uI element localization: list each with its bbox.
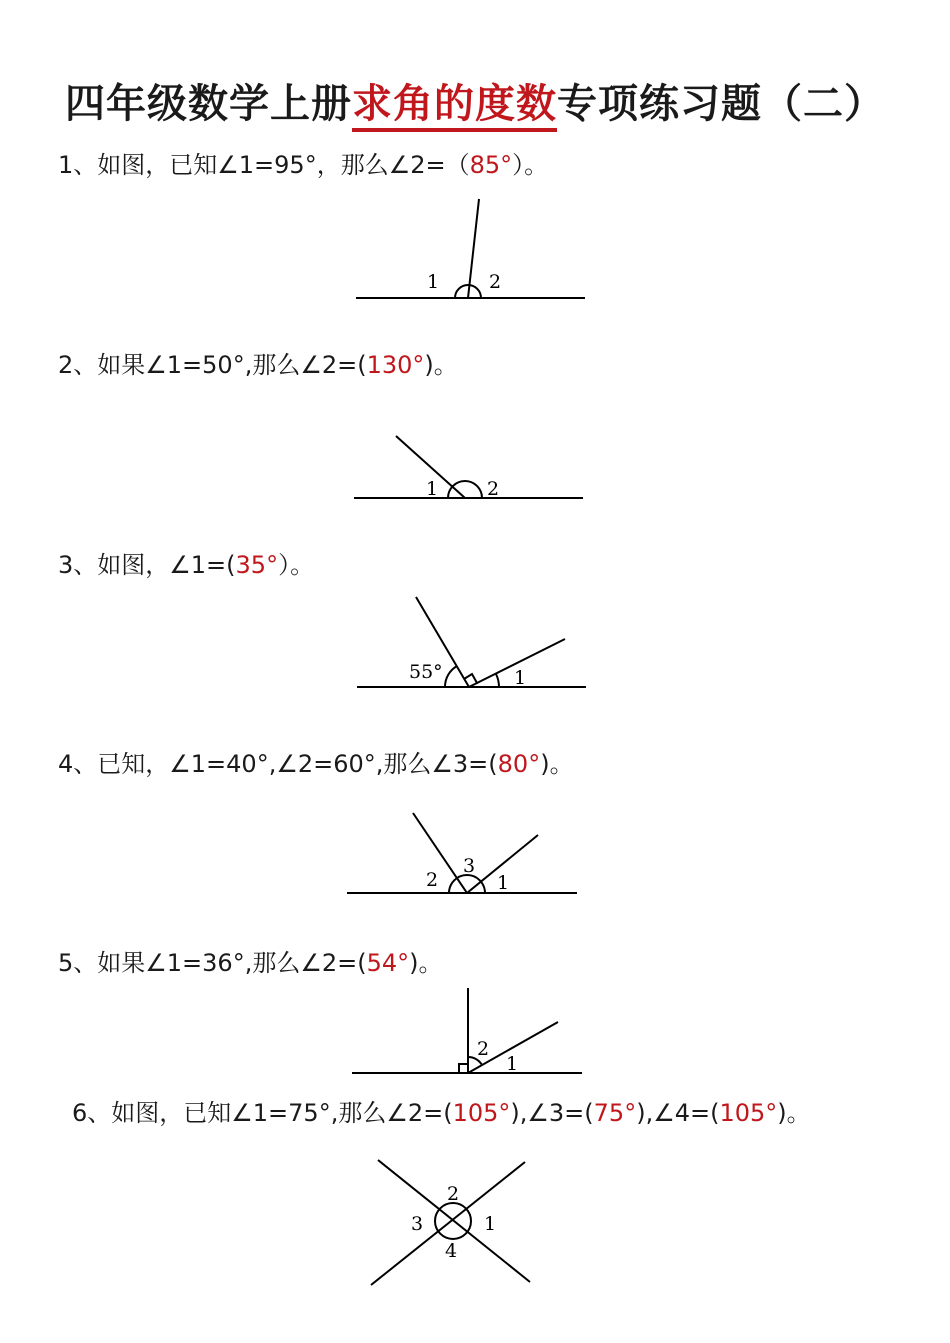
angle-arc: [445, 666, 457, 687]
answer: 80°: [497, 750, 541, 778]
ray: [413, 813, 467, 893]
angle-label: 2: [487, 478, 500, 500]
angle-label: 1: [506, 1053, 519, 1075]
angle-label: 4: [445, 1240, 458, 1262]
ray: [378, 1160, 530, 1282]
angle-label: 3: [463, 855, 476, 877]
angle-label: 1: [497, 872, 510, 894]
figure-6: [371, 1160, 530, 1285]
question-text: 4、已知，∠1=40°,∠2=60°,那么∠3=(: [58, 750, 498, 778]
question-text: ）。: [278, 551, 315, 579]
answer: 54°: [366, 949, 410, 977]
figure-2: [354, 436, 583, 500]
figure-5: [352, 988, 582, 1075]
figure-4: [347, 813, 577, 894]
angle-label: 2: [489, 271, 502, 293]
answer: 105°: [452, 1099, 511, 1127]
angle-arc: [449, 875, 485, 893]
question-text: )。: [424, 351, 458, 379]
question-text: )。: [540, 750, 574, 778]
angle-label: 2: [426, 869, 439, 891]
question-text: 5、如果∠1=36°,那么∠2=(: [58, 949, 367, 977]
figure-3: [357, 597, 586, 689]
question-text: )。: [777, 1099, 811, 1127]
question-text: 3、如图，∠1=(: [58, 551, 236, 579]
angle-label: 2: [477, 1038, 490, 1060]
ray: [468, 199, 479, 298]
title-highlight: 求角的度数: [352, 81, 557, 132]
angle-arc: [448, 481, 482, 498]
angle-label: 2: [447, 1183, 460, 1205]
answer: 85°: [469, 151, 513, 179]
angle-label: 55°: [409, 661, 443, 683]
answer: 35°: [235, 551, 279, 579]
question-text: )。: [409, 949, 443, 977]
angle-label: 1: [514, 667, 527, 689]
answer: 75°: [593, 1099, 637, 1127]
question-text: ),∠3=(: [510, 1099, 594, 1127]
question-text: 1、如图，已知∠1=95°，那么∠2=（: [58, 151, 470, 179]
figure-1: [356, 199, 585, 298]
angle-label: 3: [411, 1213, 424, 1235]
ray: [371, 1162, 525, 1285]
answer: 105°: [719, 1099, 778, 1127]
right-angle-mark: [459, 1064, 468, 1073]
title-prefix: 四年级数学上册: [65, 81, 352, 127]
answer: 130°: [366, 351, 425, 379]
question-text: 2、如果∠1=50°,那么∠2=(: [58, 351, 367, 379]
angle-arc: [496, 674, 499, 687]
angle-label: 1: [427, 271, 440, 293]
question-text: ）。: [512, 151, 549, 179]
angle-label: 1: [484, 1213, 497, 1235]
title-suffix: 专项练习题（二）: [557, 81, 885, 127]
angle-label: 1: [426, 478, 439, 500]
question-text: 6、如图，已知∠1=75°,那么∠2=(: [72, 1099, 453, 1127]
question-text: ),∠4=(: [636, 1099, 720, 1127]
